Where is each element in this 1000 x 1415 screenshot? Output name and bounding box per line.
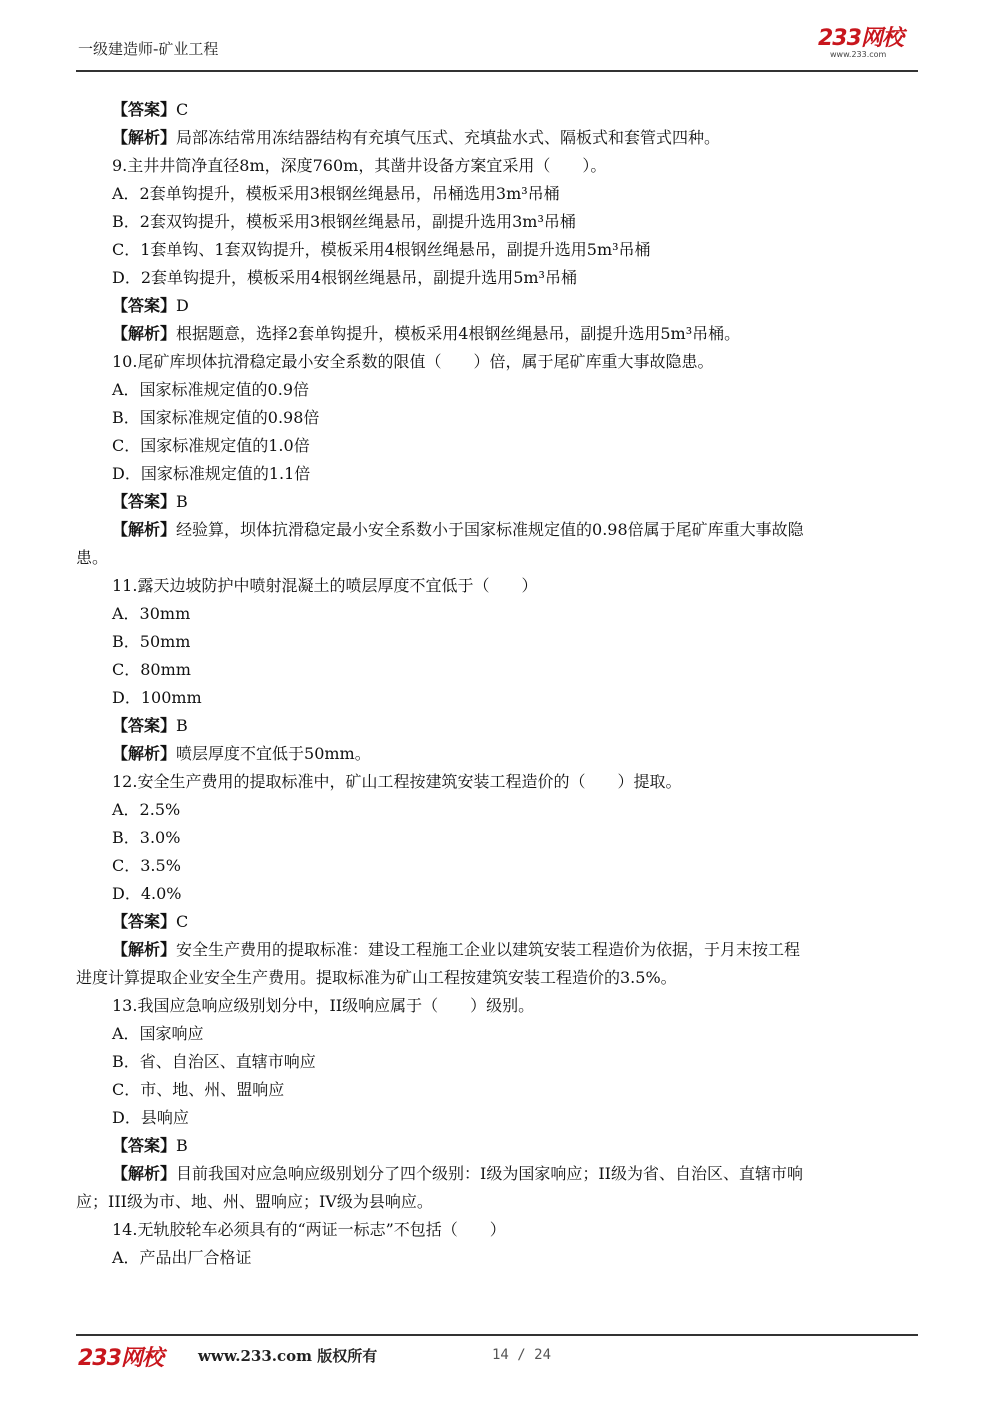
line-text: D．2套单钩提升，模板采用4根钢丝绳悬吊，副提升选用5m³吊桶 bbox=[112, 268, 577, 287]
line-text: 应；III级为市、地、州、盟响应；IV级为县响应。 bbox=[76, 1192, 433, 1211]
line-text: D．100mm bbox=[112, 688, 202, 707]
line-text: C．3.5% bbox=[112, 856, 181, 875]
line-tag: 【答案】 bbox=[112, 716, 177, 735]
analysis-line bbox=[76, 320, 924, 348]
line-text: 目前我国对应急响应级别划分了四个级别：I级为国家响应；II级为省、自治区、直辖市响 bbox=[176, 1164, 803, 1183]
line-text: C．国家标准规定值的1.0倍 bbox=[112, 436, 310, 455]
text-line bbox=[76, 572, 924, 600]
text-line bbox=[76, 768, 924, 796]
document-body bbox=[76, 96, 924, 1272]
text-line bbox=[76, 656, 924, 684]
line-text: C bbox=[176, 100, 189, 119]
text-line bbox=[76, 796, 924, 824]
text-line bbox=[76, 432, 924, 460]
line-text: A．2.5% bbox=[112, 800, 181, 819]
line-text: C．1套单钩、1套双钩提升，模板采用4根钢丝绳悬吊，副提升选用5m³吊桶 bbox=[112, 240, 651, 259]
line-text: B．省、自治区、直辖市响应 bbox=[112, 1052, 316, 1071]
line-text: A．2套单钩提升，模板采用3根钢丝绳悬吊，吊桶选用3m³吊桶 bbox=[112, 184, 560, 203]
line-tag: 【答案】 bbox=[112, 492, 177, 511]
line-text: B bbox=[176, 716, 188, 735]
line-text: D．国家标准规定值的1.1倍 bbox=[112, 464, 311, 483]
answer-line bbox=[76, 488, 924, 516]
line-text: B．国家标准规定值的0.98倍 bbox=[112, 408, 320, 427]
line-text: 11.露天边坡防护中喷射混凝土的喷层厚度不宜低于（ ） bbox=[112, 576, 538, 595]
answer-line bbox=[76, 96, 924, 124]
text-line bbox=[76, 824, 924, 852]
text-line bbox=[76, 992, 924, 1020]
text-line bbox=[76, 404, 924, 432]
line-text: 13.我国应急响应级别划分中，II级响应属于（ ）级别。 bbox=[112, 996, 535, 1015]
answer-line bbox=[76, 908, 924, 936]
line-text: 12.安全生产费用的提取标准中，矿山工程按建筑安装工程造价的（ ）提取。 bbox=[112, 772, 682, 791]
line-text: 安全生产费用的提取标准：建设工程施工企业以建筑安装工程造价为依据，于月末按工程 bbox=[176, 940, 801, 959]
text-line bbox=[76, 236, 924, 264]
answer-line bbox=[76, 292, 924, 320]
text-line bbox=[76, 544, 924, 572]
line-text: B．50mm bbox=[112, 632, 191, 651]
text-line bbox=[76, 348, 924, 376]
line-text: B．2套双钩提升，模板采用3根钢丝绳悬吊，副提升选用3m³吊桶 bbox=[112, 212, 576, 231]
logo-url: www.233.com bbox=[830, 50, 887, 59]
text-line bbox=[76, 1076, 924, 1104]
line-text: A．产品出厂合格证 bbox=[112, 1248, 252, 1267]
line-tag: 【解析】 bbox=[112, 128, 177, 147]
text-line bbox=[76, 1244, 924, 1272]
line-text: D．县响应 bbox=[112, 1108, 189, 1127]
line-text: 喷层厚度不宜低于50mm。 bbox=[176, 744, 371, 763]
answer-line bbox=[76, 1132, 924, 1160]
line-text: C．80mm bbox=[112, 660, 191, 679]
text-line bbox=[76, 460, 924, 488]
line-text: C．市、地、州、盟响应 bbox=[112, 1080, 285, 1099]
line-text: D bbox=[176, 296, 189, 315]
line-text: 进度计算提取企业安全生产费用。提取标准为矿山工程按建筑安装工程造价的3.5%。 bbox=[76, 968, 677, 987]
line-text: A．国家标准规定值的0.9倍 bbox=[112, 380, 310, 399]
text-line bbox=[76, 880, 924, 908]
text-line bbox=[76, 152, 924, 180]
logo-text: 233网校 bbox=[818, 26, 903, 51]
header-divider bbox=[76, 70, 918, 72]
line-tag: 【解析】 bbox=[112, 324, 177, 343]
line-tag: 【解析】 bbox=[112, 1164, 177, 1183]
text-line bbox=[76, 600, 924, 628]
analysis-line bbox=[76, 1160, 924, 1188]
text-line bbox=[76, 684, 924, 712]
line-text: 患。 bbox=[76, 548, 109, 567]
text-line bbox=[76, 1104, 924, 1132]
text-line bbox=[76, 180, 924, 208]
line-tag: 【解析】 bbox=[112, 940, 177, 959]
brand-logo bbox=[818, 28, 918, 59]
line-text: B bbox=[176, 492, 188, 511]
line-text: B bbox=[176, 1136, 188, 1155]
line-text: 局部冻结常用冻结器结构有充填气压式、充填盐水式、隔板式和套管式四种。 bbox=[176, 128, 721, 147]
answer-line bbox=[76, 712, 924, 740]
text-line bbox=[76, 264, 924, 292]
line-text: 根据题意，选择2套单钩提升，模板采用4根钢丝绳悬吊，副提升选用5m³吊桶。 bbox=[176, 324, 741, 343]
analysis-line bbox=[76, 516, 924, 544]
text-line bbox=[76, 376, 924, 404]
line-text: C bbox=[176, 912, 189, 931]
text-line bbox=[76, 208, 924, 236]
analysis-line bbox=[76, 740, 924, 768]
footer-copyright: www.233.com 版权所有 bbox=[198, 1347, 378, 1365]
text-line bbox=[76, 1216, 924, 1244]
line-text: A．国家响应 bbox=[112, 1024, 204, 1043]
text-line bbox=[76, 964, 924, 992]
line-text: A．30mm bbox=[112, 604, 191, 623]
line-tag: 【解析】 bbox=[112, 744, 177, 763]
text-line bbox=[76, 628, 924, 656]
line-text: 经验算，坝体抗滑稳定最小安全系数小于国家标准规定值的0.98倍属于尾矿库重大事故隐 bbox=[176, 520, 804, 539]
page-number: 14 / 24 bbox=[492, 1347, 552, 1363]
line-tag: 【解析】 bbox=[112, 520, 177, 539]
line-tag: 【答案】 bbox=[112, 296, 177, 315]
analysis-line bbox=[76, 124, 924, 152]
line-tag: 【答案】 bbox=[112, 912, 177, 931]
line-text: 14.无轨胶轮车必须具有的“两证一标志”不包括（ ） bbox=[112, 1220, 506, 1239]
text-line bbox=[76, 852, 924, 880]
line-text: D．4.0% bbox=[112, 884, 182, 903]
text-line bbox=[76, 1188, 924, 1216]
line-tag: 【答案】 bbox=[112, 100, 177, 119]
text-line bbox=[76, 1048, 924, 1076]
line-text: 10.尾矿库坝体抗滑稳定最小安全系数的限值（ ）倍，属于尾矿库重大事故隐患。 bbox=[112, 352, 714, 371]
line-tag: 【答案】 bbox=[112, 1136, 177, 1155]
line-text: B．3.0% bbox=[112, 828, 181, 847]
header-title: 一级建造师-矿业工程 bbox=[78, 40, 219, 58]
analysis-line bbox=[76, 936, 924, 964]
footer-logo: 233网校 bbox=[78, 1346, 163, 1371]
footer-divider bbox=[76, 1334, 918, 1336]
text-line bbox=[76, 1020, 924, 1048]
line-text: 9.主井井筒净直径8m，深度760m，其凿井设备方案宜采用（ ）。 bbox=[112, 156, 607, 175]
